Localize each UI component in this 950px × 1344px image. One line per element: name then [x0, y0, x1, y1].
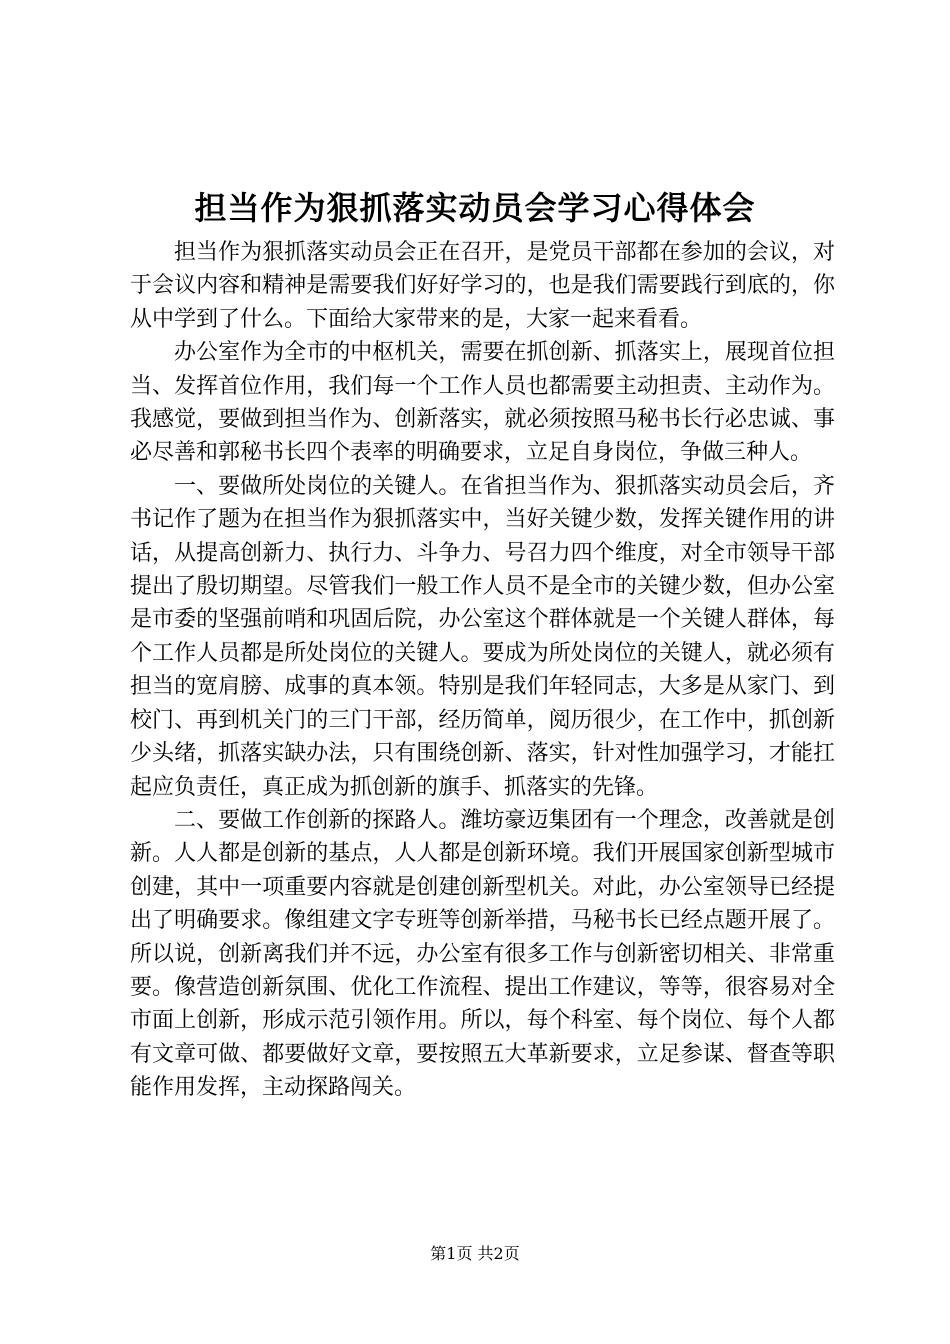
document-title: 担当作为狠抓落实动员会学习心得体会: [194, 189, 756, 227]
document-body: [130, 236, 835, 1105]
paragraph-office-role: 办公室作为全市的中枢机关，需要在抓创新、抓落实上，展现首位担当、发挥首位作用，我们每一个工作人员也都需要主动担责、主动作为。我感觉，要做到担当作为、创新落实，就必须按照马秘书长行必忠诚、事必尽善和郭秘书长四个表率的明确要求，立足自身岗位，争做三种人。: [130, 340, 835, 466]
paragraph-intro: 担当作为狠抓落实动员会正在召开，是党员干部都在参加的会议，对于会议内容和精神是需要我们好好学习的，也是我们需要践行到底的，你从中学到了什么。下面给大家带来的是，大家一起来看看。: [130, 240, 835, 332]
paragraph-innovation-pathfinder: 二、要做工作创新的探路人。潍坊豪迈集团有一个理念，改善就是创新。人人都是创新的基点，人人都是创新环境。我们开展国家创新型城市创建，其中一项重要内容就是创建创新型机关。对此，办公室领导已经提出了明确要求。像组建文字专班等创新举措，马秘书长已经点题开展了。所以说，创新离我们并不远，办公室有很多工作与创新密切相关、非常重要。像营造创新氛围、优化工作流程、提出工作建议，等等，很容易对全市面上创新，形成示范引领作用。所以，每个科室、每个岗位、每个人都有文章可做、都要做好文章，要按照五大革新要求，立足参谋、督查等职能作用发挥，主动探路闯关。: [130, 807, 835, 1101]
page-footer: 第1页 共2页: [430, 1244, 520, 1263]
paragraph-key-person: 一、要做所处岗位的关键人。在省担当作为、狠抓落实动员会后，齐书记作了题为在担当作为狠抓落实中，当好关键少数，发挥关键作用的讲话，从提高创新力、执行力、斗争力、号召力四个维度，对全市领导干部提出了殷切期望。尽管我们一般工作人员不是全市的关键少数，但办公室是市委的坚强前哨和巩固后院，办公室这个群体就是一个关键人群体，每个工作人员都是所处岗位的关键人。要成为所处岗位的关键人，就必须有担当的宽肩膀、成事的真本领。特别是我们年轻同志，大多是从家门、到校门、再到机关门的三门干部，经历简单，阅历很少，在工作中，抓创新少头绪，抓落实缺办法，只有围绕创新、落实，针对性加强学习，才能扛起应负责任，真正成为抓创新的旗手、抓落实的先锋。: [130, 473, 835, 800]
